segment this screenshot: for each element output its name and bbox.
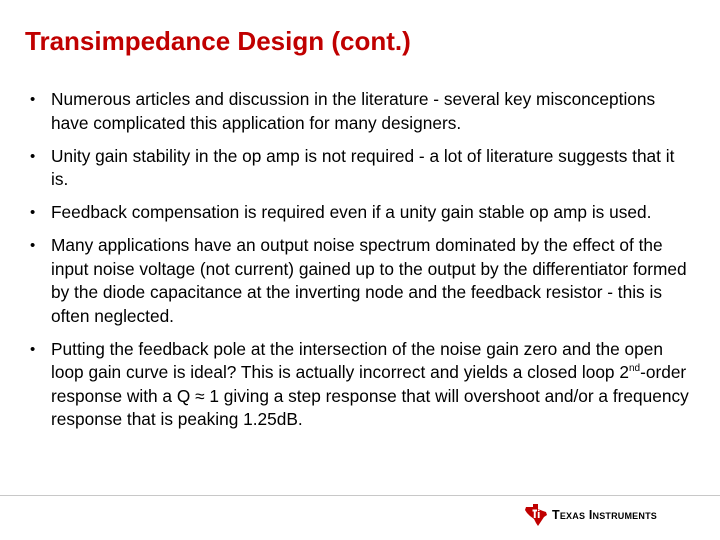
- ordinal-superscript: nd: [628, 363, 641, 374]
- bullet-text-before: Putting the feedback pole at the intersection of the noise gain zero and the open loop gain curve is ideal? This is actually incorrect and yields a closed loop 2: [51, 338, 663, 382]
- slide-title: Transimpedance Design (cont.): [25, 26, 411, 56]
- bullet-list: [30, 88, 690, 441]
- bullet-text: [51, 339, 689, 430]
- bullet-item: [30, 88, 690, 135]
- bullet-item: [30, 234, 690, 328]
- bullet-marker: •: [30, 91, 36, 108]
- logo-wordmark: Texas Instruments: [552, 508, 657, 522]
- bullet-marker: •: [30, 147, 36, 165]
- bullet-text: Many applications have an output noise spectrum dominated by the effect of the input noise voltage (not current) gained up to the output by the differentiator formed by the diode capacitance at the inverting node and the feedback resistor - this is often neglected.: [51, 235, 687, 326]
- texas-instruments-logo-icon: [524, 504, 548, 526]
- bullet-marker: •: [30, 204, 36, 221]
- bullet-text: Feedback compensation is required even if a unity gain stable op amp is used.: [51, 202, 652, 222]
- bullet-marker: •: [30, 340, 36, 358]
- bullet-text-after: -order response with a Q ≈ 1 giving a step response that will overshoot and/or a frequency response that is peaking 1.25dB.: [51, 362, 689, 429]
- bullet-item: [30, 145, 690, 192]
- bullet-marker: •: [30, 237, 36, 254]
- bullet-text: Numerous articles and discussion in the literature - several key misconceptions have complicated this application for many designers.: [51, 89, 656, 133]
- company-logo: [524, 504, 657, 526]
- bullet-text: Unity gain stability in the op amp is not required - a lot of literature suggests that it is.: [51, 145, 675, 189]
- footer-divider: [0, 495, 720, 496]
- bullet-item: [30, 338, 690, 432]
- bullet-item: [30, 201, 690, 225]
